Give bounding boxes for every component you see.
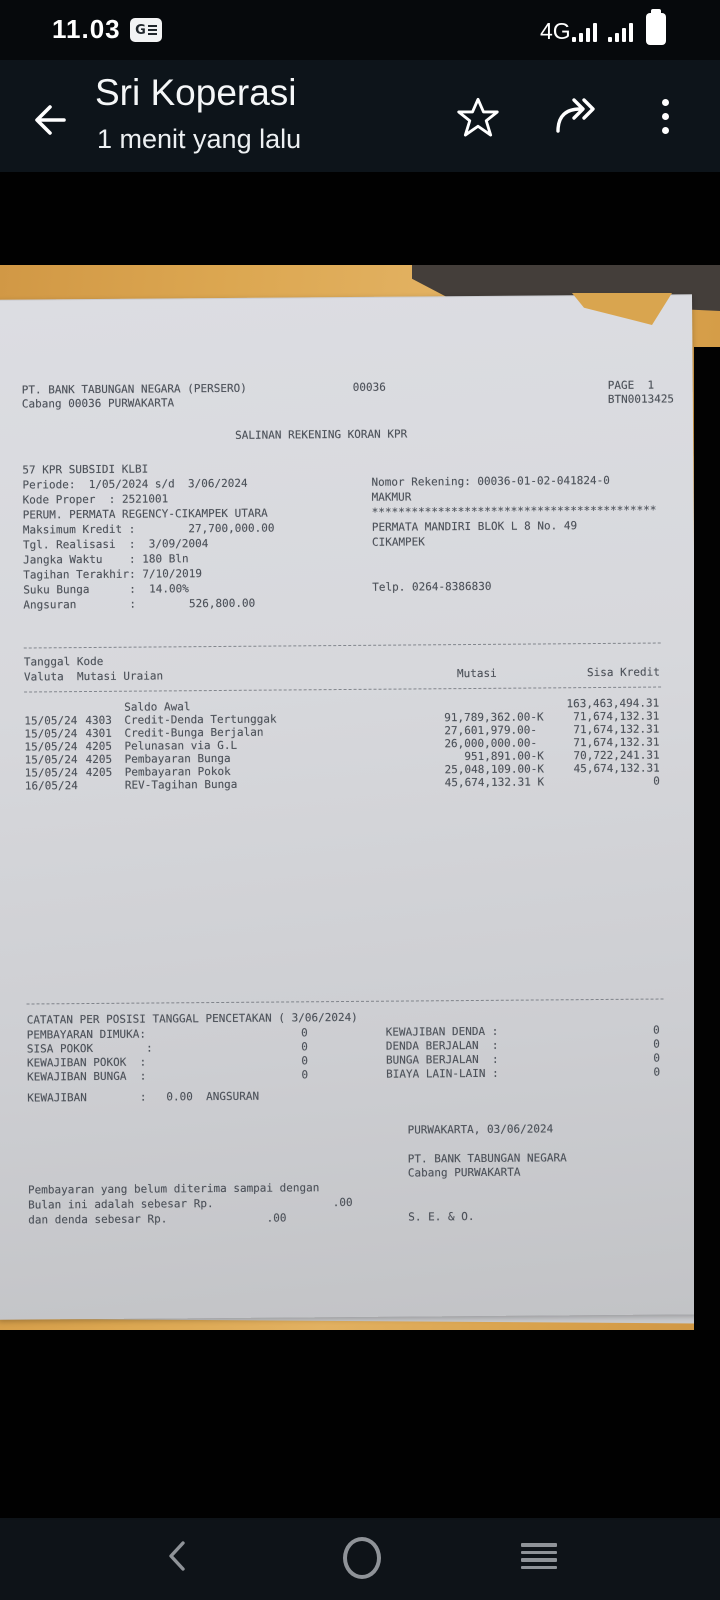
- divider: [27, 999, 664, 1005]
- info-line: PERUM. PERMATA REGENCY-CIKAMPEK UTARA: [22, 506, 268, 522]
- nav-home-icon[interactable]: [343, 1537, 381, 1579]
- info-line: PERMATA MANDIRI BLOK L 8 No. 49: [371, 519, 578, 534]
- photo-right-edge: [694, 347, 720, 1330]
- catatan-row: SISA POKOK : 0 DENDA BERJALAN : 0: [26, 1037, 660, 1056]
- info-line: MAKMUR: [371, 490, 412, 504]
- seo-label: S. E. & O.: [408, 1209, 475, 1224]
- letterbox-top: [0, 172, 720, 265]
- signal-strength-icon: [572, 23, 597, 42]
- info-line: *******************************************: [371, 503, 657, 519]
- table-header: Valuta Mutasi Uraian: [23, 669, 164, 684]
- footer-note: dan denda sebesar Rp. .00: [28, 1211, 287, 1227]
- footer-note: Bulan ini adalah sebesar Rp. .00: [28, 1195, 353, 1212]
- divider: [24, 643, 661, 649]
- battery-icon: [646, 13, 666, 45]
- footer-note: Pembayaran yang belum diterima sampai dengan: [27, 1181, 320, 1197]
- statement-title: SALINAN REKENING KORAN KPR: [235, 427, 408, 442]
- signal-strength-icon-2: [608, 23, 633, 42]
- divider: [24, 687, 661, 693]
- catatan-row: KEWAJIBAN POKOK : 0 BUNGA BERJALAN : 0: [26, 1051, 661, 1070]
- table-row: Saldo Awal 163,463,494.31: [124, 696, 660, 714]
- info-line: Telp. 0264-8386830: [372, 579, 492, 594]
- back-arrow-icon[interactable]: [28, 98, 72, 142]
- table-row: 15/05/24 4205 Pelunasan via G.L 26,000,000.00 - 71,674,132.31: [24, 735, 660, 754]
- catatan-row: PEMBAYARAN DIMUKA: 0 KEWAJIBAN DENDA : 0: [26, 1023, 660, 1042]
- info-line: CIKAMPEK: [371, 535, 425, 549]
- photo-viewer[interactable]: [0, 265, 720, 1330]
- branch-code: 00036: [352, 380, 386, 394]
- table-row: 15/05/24 4301 Credit-Bunga Berjalan 27,601,979.00 - 71,674,132.31: [24, 722, 660, 741]
- catatan-title: CATATAN PER POSISI TANGGAL PENCETAKAN ( 3/06/2024): [26, 1010, 358, 1027]
- android-nav-bar: [0, 1518, 720, 1600]
- bank-statement-paper: [0, 294, 700, 1319]
- photo-timestamp: 1 menit yang lalu: [97, 124, 302, 154]
- info-line: Angsuran : 526,800.00: [23, 596, 256, 612]
- bank-name-line: PT. BANK TABUNGAN NEGARA (PERSERO): [21, 381, 247, 397]
- star-icon[interactable]: [456, 96, 500, 140]
- status-bar: [0, 0, 720, 60]
- info-line: Periode: 1/05/2024 s/d 3/06/2024: [22, 476, 248, 492]
- app-header: [0, 60, 720, 172]
- table-header: Tanggal Kode: [23, 654, 104, 669]
- page-ref: BTN0013425: [607, 392, 675, 406]
- info-line: Jangka Waktu : 180 Bln: [22, 552, 189, 567]
- info-line: 57 KPR SUBSIDI KLBI: [22, 462, 149, 477]
- table-row: 16/05/24 REV-Tagihan Bunga 45,674,132.31 K 0: [24, 774, 660, 793]
- nav-back-icon[interactable]: [160, 1538, 196, 1574]
- info-line: Maksimum Kredit : 27,700,000.00: [22, 521, 275, 537]
- table-header-sisa: Sisa Kredit: [586, 665, 660, 680]
- city-date: PURWAKARTA, 03/06/2024: [407, 1122, 554, 1137]
- bank-branch-line: Cabang 00036 PURWAKARTA: [21, 396, 175, 411]
- info-line: Suku Bunga : 14.00%: [23, 582, 189, 597]
- info-line: Kode Proper : 2521001: [22, 492, 169, 507]
- table-row: 15/05/24 4205 Pembayaran Bunga 951,891.00 -K 70,722,241.31: [24, 748, 660, 767]
- table-row: 15/05/24 4205 Pembayaran Pokok 25,048,109.00 -K 45,674,132.31: [24, 761, 660, 780]
- clock: 11.03: [52, 14, 121, 44]
- contact-title[interactable]: Sri Koperasi: [95, 72, 297, 113]
- info-line: Tgl. Realisasi : 3/09/2004: [22, 537, 209, 552]
- page-label: PAGE 1: [607, 378, 655, 392]
- table-row: 15/05/24 4303 Credit-Denda Tertunggak 91,789,362.00 -K 71,674,132.31: [24, 709, 660, 728]
- signature-bank-branch: Cabang PURWAKARTA: [407, 1165, 521, 1180]
- signature-bank-name: PT. BANK TABUNGAN NEGARA: [407, 1151, 567, 1166]
- table-header-mutasi: Mutasi: [456, 666, 497, 681]
- nav-recents-icon[interactable]: [521, 1543, 557, 1569]
- more-options-icon[interactable]: [662, 99, 669, 134]
- letterbox-bottom: [0, 1330, 720, 1518]
- info-line: Nomor Rekening: 00036-01-02-041824-0: [371, 473, 610, 489]
- info-line: Tagihan Terakhir: 7/10/2019: [23, 567, 203, 582]
- network-type-label: 4G: [540, 18, 571, 44]
- kewajiban-line: KEWAJIBAN : 0.00 ANGSURAN: [27, 1089, 260, 1105]
- forward-icon[interactable]: [550, 97, 600, 139]
- google-news-notification-icon: G: [130, 18, 162, 42]
- catatan-row: KEWAJIBAN BUNGA : 0 BIAYA LAIN-LAIN : 0: [27, 1065, 661, 1084]
